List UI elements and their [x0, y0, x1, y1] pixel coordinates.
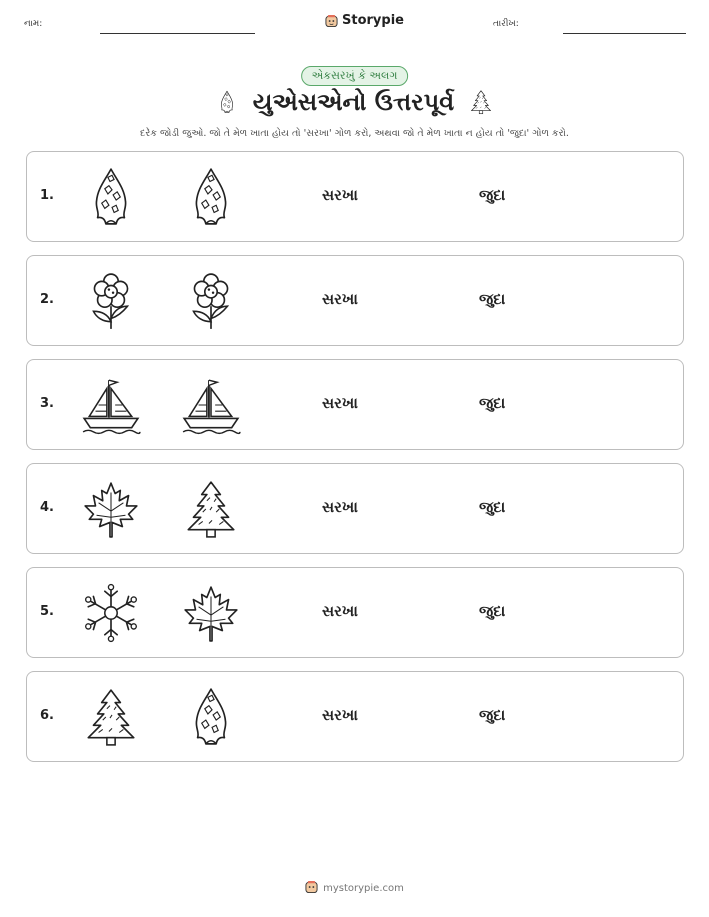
footer [0, 880, 709, 897]
pine-tree-icon [80, 686, 142, 748]
worksheet-type-badge: એકસરખું કે અલગ [301, 66, 409, 86]
same-option[interactable]: સરખા [322, 498, 358, 516]
date-label: તારીખ: [493, 19, 519, 29]
maple-leaf-icon [80, 478, 142, 540]
date-line[interactable] [563, 33, 686, 34]
question-row [26, 463, 684, 554]
maple-leaf-icon [180, 582, 242, 644]
different-option[interactable]: જુદા [479, 602, 506, 620]
question-number: 5. [40, 604, 54, 619]
same-option[interactable]: સરખા [322, 394, 358, 412]
sailboat-icon [180, 374, 242, 436]
question-number: 4. [40, 500, 54, 515]
arrowhead-icon [180, 686, 242, 748]
pine-tree-icon [468, 88, 494, 116]
brand-logo [325, 13, 404, 28]
question-row [26, 359, 684, 450]
flower-icon [80, 270, 142, 332]
different-option[interactable]: જુદા [479, 498, 506, 516]
question-row [26, 671, 684, 762]
question-row [26, 567, 684, 658]
title-row [0, 88, 709, 116]
arrowhead-icon [80, 166, 142, 228]
arrowhead-icon [215, 88, 239, 116]
snowflake-icon [80, 582, 142, 644]
arrowhead-icon [180, 166, 242, 228]
same-option[interactable]: સરખા [322, 290, 358, 308]
different-option[interactable]: જુદા [479, 186, 506, 204]
storypie-mascot-icon [325, 14, 338, 28]
name-label: નામ: [24, 19, 43, 29]
question-number: 3. [40, 396, 54, 411]
storypie-mascot-icon [305, 880, 318, 897]
footer-url[interactable]: mystorypie.com [323, 883, 404, 894]
instructions: દરેક જોડી જુઓ. જો તે મેળ ખાતા હોય તો 'સરખા' ગોળ કરો, અથવા જો તે મેળ ખાતા ન હોય તો 'જુદા' ગોળ કરો. [140, 128, 569, 139]
different-option[interactable]: જુદા [479, 706, 506, 724]
flower-icon [180, 270, 242, 332]
question-number: 2. [40, 292, 54, 307]
page-title: યુએસએનો ઉત્તરપૂર્વ [252, 88, 455, 116]
brand-name: Storypie [342, 13, 404, 28]
same-option[interactable]: સરખા [322, 602, 358, 620]
question-row [26, 151, 684, 242]
different-option[interactable]: જુદા [479, 290, 506, 308]
pine-tree-icon [180, 478, 242, 540]
sailboat-icon [80, 374, 142, 436]
same-option[interactable]: સરખા [322, 706, 358, 724]
question-number: 6. [40, 708, 54, 723]
different-option[interactable]: જુદા [479, 394, 506, 412]
question-row [26, 255, 684, 346]
name-line[interactable] [100, 33, 255, 34]
question-number: 1. [40, 188, 54, 203]
same-option[interactable]: સરખા [322, 186, 358, 204]
